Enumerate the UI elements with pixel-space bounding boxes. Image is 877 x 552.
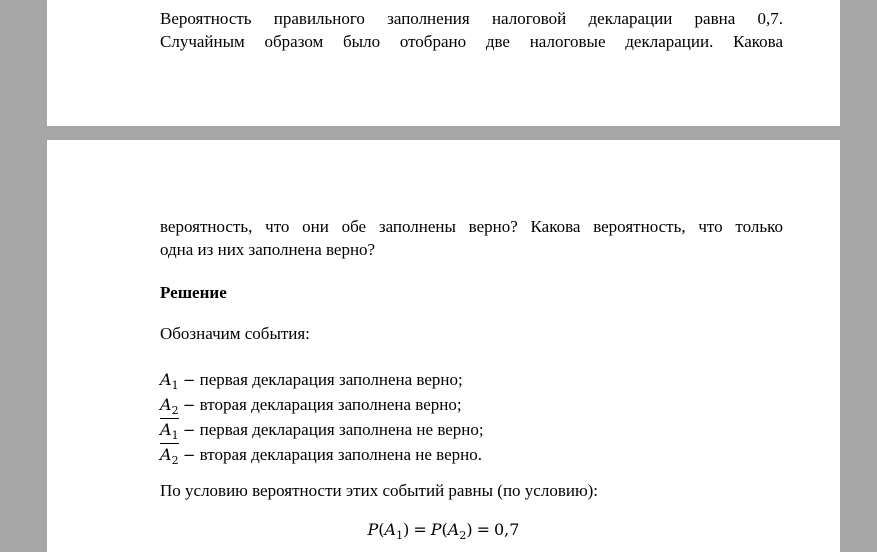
document-page-2 <box>47 140 840 552</box>
event-item <box>160 418 783 443</box>
formula-equals: = <box>413 520 427 539</box>
formula-sub: 1 <box>396 529 404 542</box>
text-line: Вероятность правильного заполнения налоговой декларации равна 0,7. <box>160 9 783 28</box>
formula-paren: ) <box>403 520 410 539</box>
event-text: первая декларация заполнена не верно; <box>195 420 484 439</box>
formula-value: 0,7 <box>494 520 520 539</box>
problem-text-part-2 <box>160 215 783 261</box>
event-dash: − <box>182 371 196 389</box>
formula-equals: = <box>476 520 490 539</box>
text-line: одна из них заполнена верно? <box>160 240 376 259</box>
event-item <box>160 393 783 418</box>
events-list <box>160 368 783 468</box>
text-line: вероятность, что они обе заполнены верно? Какова вероятность, что только <box>160 217 783 236</box>
formula-p: P <box>367 520 379 539</box>
formula-a: A <box>447 520 460 539</box>
event-dash: − <box>182 421 196 439</box>
event-index: 1 <box>171 429 179 442</box>
event-item <box>160 443 783 468</box>
events-intro: Обозначим события: <box>160 324 310 343</box>
formula-paren: ) <box>466 520 473 539</box>
event-text: первая декларация заполнена верно; <box>195 370 463 389</box>
event-dash: − <box>182 396 196 414</box>
formula-sub: 2 <box>459 529 467 542</box>
solution-heading: Решение <box>160 283 227 302</box>
event-symbol: A <box>160 370 172 389</box>
text-line: Случайным образом было отобрано две налоговые декларации. Какова <box>160 32 783 51</box>
event-symbol: A <box>160 445 172 464</box>
event-symbol: A <box>160 420 172 439</box>
event-index: 1 <box>171 379 179 392</box>
event-symbol: A <box>160 395 172 414</box>
probability-formula <box>47 520 840 540</box>
formula-p: P <box>430 520 442 539</box>
event-text: вторая декларация заполнена не верно. <box>195 445 482 464</box>
complement-symbol <box>160 418 179 442</box>
formula-a: A <box>384 520 397 539</box>
event-dash: − <box>182 446 196 464</box>
complement-symbol <box>160 443 179 467</box>
event-index: 2 <box>171 454 179 467</box>
event-index: 2 <box>171 404 179 417</box>
problem-text-part-1 <box>160 7 783 53</box>
formula-paren: ( <box>441 520 448 539</box>
document-page-1 <box>47 0 840 126</box>
event-text: вторая декларация заполнена верно; <box>195 395 462 414</box>
formula-paren: ( <box>378 520 385 539</box>
condition-text: По условию вероятности этих событий равны (по условию): <box>160 481 599 500</box>
event-item <box>160 368 783 393</box>
